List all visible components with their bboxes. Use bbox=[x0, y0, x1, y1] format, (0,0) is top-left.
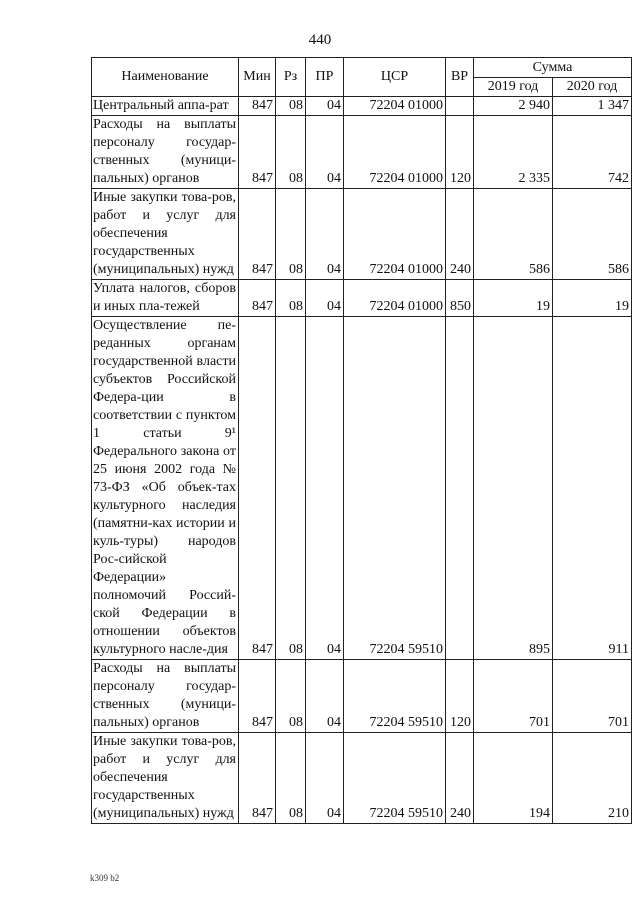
cell-csr: 72204 01000 bbox=[344, 116, 446, 189]
header-name: Наименование bbox=[92, 58, 239, 97]
cell-2020: 586 bbox=[553, 189, 632, 280]
cell-csr: 72204 59510 bbox=[344, 317, 446, 660]
cell-2020: 911 bbox=[553, 317, 632, 660]
cell-pr: 04 bbox=[306, 317, 344, 660]
cell-min: 847 bbox=[239, 116, 276, 189]
cell-pr: 04 bbox=[306, 189, 344, 280]
cell-name: Центральный аппа-рат bbox=[92, 97, 239, 116]
cell-name: Осуществление пе-реданных органам государственной власти субъектов Российской Федера-ции в соответствии с пунктом 1 статьи 9¹ Федерального закона от 25 июня 2002 года № 73-ФЗ «Об объек-тах культурного наследия (памятни-ках истории и куль-туры) народов Рос-сийской Федерации» полномочий Россий-ской Федерации в отношении объектов культурного насле-дия bbox=[92, 317, 239, 660]
cell-csr: 72204 01000 bbox=[344, 97, 446, 116]
cell-vr bbox=[446, 317, 474, 660]
cell-csr: 72204 59510 bbox=[344, 660, 446, 733]
cell-rz: 08 bbox=[276, 97, 306, 116]
cell-name: Расходы на выплаты персоналу государ-ственных (муници-пальных) органов bbox=[92, 660, 239, 733]
cell-min: 847 bbox=[239, 189, 276, 280]
header-2020: 2020 год bbox=[553, 78, 632, 97]
cell-rz: 08 bbox=[276, 116, 306, 189]
cell-csr: 72204 01000 bbox=[344, 280, 446, 317]
footer-code: k309 b2 bbox=[90, 873, 120, 883]
cell-csr: 72204 01000 bbox=[344, 189, 446, 280]
cell-rz: 08 bbox=[276, 280, 306, 317]
cell-min: 847 bbox=[239, 733, 276, 824]
cell-vr: 240 bbox=[446, 189, 474, 280]
cell-2020: 1 347 bbox=[553, 97, 632, 116]
table-row bbox=[92, 97, 632, 116]
cell-2019: 586 bbox=[474, 189, 553, 280]
table-row bbox=[92, 189, 632, 280]
cell-pr: 04 bbox=[306, 97, 344, 116]
page-number: 440 bbox=[308, 32, 332, 48]
header-vr: ВР bbox=[446, 58, 474, 97]
table-row bbox=[92, 733, 632, 824]
header-rz: Рз bbox=[276, 58, 306, 97]
header-2019: 2019 год bbox=[474, 78, 553, 97]
cell-2019: 701 bbox=[474, 660, 553, 733]
table-row bbox=[92, 317, 632, 660]
cell-2019: 895 bbox=[474, 317, 553, 660]
cell-vr: 120 bbox=[446, 116, 474, 189]
cell-2019: 2 940 bbox=[474, 97, 553, 116]
table-row bbox=[92, 280, 632, 317]
header-min: Мин bbox=[239, 58, 276, 97]
cell-2020: 210 bbox=[553, 733, 632, 824]
table-row bbox=[92, 660, 632, 733]
cell-vr: 120 bbox=[446, 660, 474, 733]
cell-pr: 04 bbox=[306, 116, 344, 189]
cell-vr: 850 bbox=[446, 280, 474, 317]
cell-name: Уплата налогов, сборов и иных пла-тежей bbox=[92, 280, 239, 317]
header-csr: ЦСР bbox=[344, 58, 446, 97]
table-body bbox=[92, 97, 632, 824]
cell-pr: 04 bbox=[306, 660, 344, 733]
cell-2020: 19 bbox=[553, 280, 632, 317]
budget-table bbox=[91, 57, 632, 824]
cell-rz: 08 bbox=[276, 733, 306, 824]
table-header-row bbox=[92, 58, 632, 78]
cell-pr: 04 bbox=[306, 733, 344, 824]
cell-name: Расходы на выплаты персоналу государ-ственных (муници-пальных) органов bbox=[92, 116, 239, 189]
table-row bbox=[92, 116, 632, 189]
header-pr: ПР bbox=[306, 58, 344, 97]
cell-min: 847 bbox=[239, 97, 276, 116]
cell-2019: 194 bbox=[474, 733, 553, 824]
cell-rz: 08 bbox=[276, 317, 306, 660]
cell-rz: 08 bbox=[276, 660, 306, 733]
cell-vr: 240 bbox=[446, 733, 474, 824]
cell-2019: 2 335 bbox=[474, 116, 553, 189]
cell-pr: 04 bbox=[306, 280, 344, 317]
cell-vr bbox=[446, 97, 474, 116]
cell-name: Иные закупки това-ров, работ и услуг для обеспечения государственных (муниципальных) нужд bbox=[92, 189, 239, 280]
cell-2020: 742 bbox=[553, 116, 632, 189]
cell-2020: 701 bbox=[553, 660, 632, 733]
header-sum: Сумма bbox=[474, 58, 632, 78]
cell-csr: 72204 59510 bbox=[344, 733, 446, 824]
cell-2019: 19 bbox=[474, 280, 553, 317]
cell-rz: 08 bbox=[276, 189, 306, 280]
cell-name: Иные закупки това-ров, работ и услуг для обеспечения государственных (муниципальных) нужд bbox=[92, 733, 239, 824]
cell-min: 847 bbox=[239, 280, 276, 317]
cell-min: 847 bbox=[239, 660, 276, 733]
cell-min: 847 bbox=[239, 317, 276, 660]
